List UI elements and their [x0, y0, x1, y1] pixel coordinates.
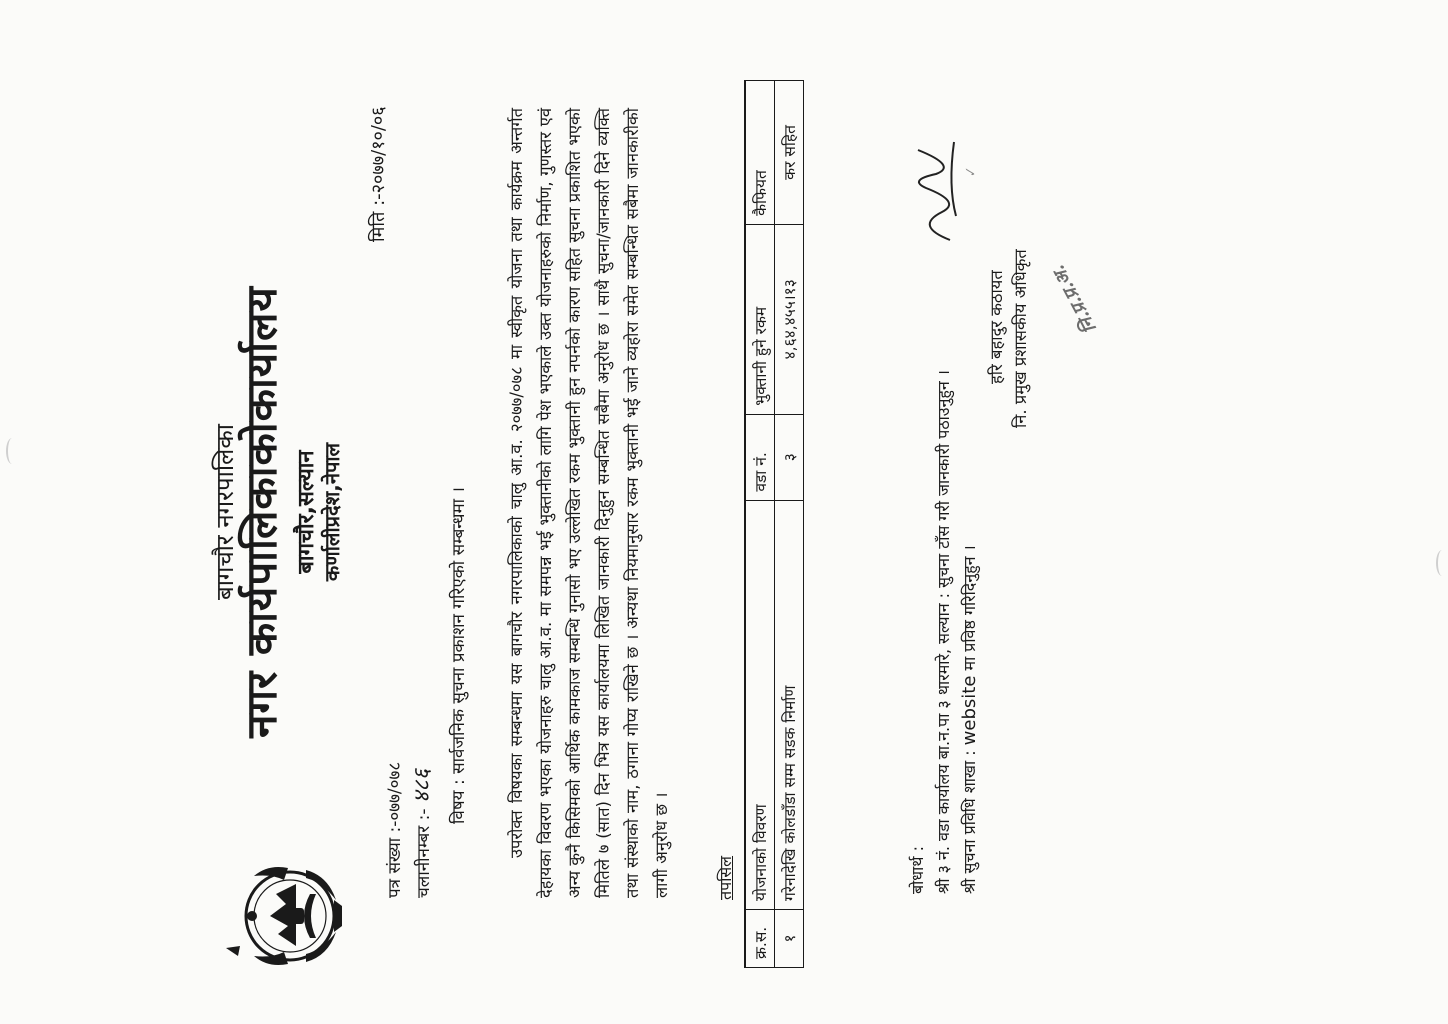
table-cell: गरेनादेखि कोलडाँडा सम्म सडक निर्माण: [775, 500, 804, 909]
schedule-title: तपसिल: [716, 855, 735, 900]
table-cell: १: [775, 910, 804, 968]
letter-body: उपरोक्त विषयका सम्बन्धमा यस बागचौर नगरपालिकाको चालु आ.व. २०७७/०७८ मा स्वीकृत योजना तथा कार्यक्रम अन्तर्गत देहायका विवरण भएका योजनाहरु चालु आ.व. मा समपन्न भई भुक्तानीको लागि पेश भएकाले उक्त योजनाहरुको निर्माण, गुणस्तर एवं अन्य कुनै किसिमको आर्थिक कामकाज सम्बन्धि गुनासो भए उल्लेखित रकम भुक्तानी हुन नपर्नको कारण सहित सुचना प्रकाशित भएको मितिले ७ (सात) दिन भित्र यस कार्यालयमा लिखित जानकारी दिनुहुन सम्बन्धित सबैमा अनुरोध छ । साथै सुचना/जानकारी दिने व्यक्ति तथा संस्थाको नाम, ठगाना गोप्य राखिने छ । अन्यथा नियमानुसार रकम भुक्तानी भई जाने व्यहोरा समेत सम्बन्धित सबैमा जानकारीको लागी अनुरोध छ ।: [507, 108, 671, 898]
office-address: बागचौर,सल्यान: [294, 450, 319, 574]
letter-subject: विषय : सार्वजनिक सुचना प्रकाशन गरिएको सम्बन्धमा ।: [449, 487, 469, 824]
dispatch-number-label: चलानीनम्बर :-: [414, 808, 434, 898]
letter-reference-number: पत्र संख्या :-०७७/०७८: [385, 761, 405, 898]
table-header-cell: क्र.स.: [745, 910, 775, 968]
paper-crease-mark: [1436, 550, 1448, 576]
dispatch-number-value: ४८६: [410, 768, 435, 804]
signatory-title: नि. प्रमुख प्रशासकीय अधिकृत: [1011, 249, 1030, 428]
signature-scrawl: [896, 136, 976, 246]
official-stamp: नि.प्र.प्र.अ.: [1047, 261, 1102, 337]
dispatch-number: [406, 769, 436, 898]
cc-it-website: website: [959, 675, 980, 746]
cc-recipient-ward-office: श्री ३ नं. वडा कार्यालय बा.न.पा ३ थारमारे, सल्यान : सुचना टाँस गरी जानकारी पठाउनुहुन ।: [934, 370, 953, 894]
municipality-name: बागचौर नगरपालिका: [211, 424, 239, 600]
cc-it-suffix: मा प्रविष्ठ गरिदिनुहुन ।: [960, 545, 979, 676]
table-cell: ३: [775, 414, 804, 500]
cc-recipient-it-section: [958, 545, 980, 894]
table-header-cell: भुक्तानी हुने रकम: [745, 224, 775, 414]
table-header-row: [745, 81, 775, 968]
office-name: नगर कार्यपालिकाकोकार्यालय: [237, 286, 286, 738]
signatory-name: हरि बहादुर कठायत: [987, 270, 1006, 384]
office-province: कर्णालीप्रदेश,नेपाल: [320, 442, 344, 582]
table-header-cell: कैफियत: [745, 81, 775, 225]
table-cell: कर सहित: [775, 81, 804, 225]
table-row: [775, 81, 804, 968]
schedule-table: [744, 80, 804, 968]
table-cell: ४,६४,४५५।१३: [775, 224, 804, 414]
table-header-cell: योजनाको विवरण: [745, 500, 775, 909]
cc-label: बोधार्थ :: [908, 846, 927, 894]
cc-it-prefix: श्री सुचना प्रविधि शाखा :: [960, 745, 979, 894]
paper-crease-mark: [6, 438, 18, 464]
table-header-cell: वडा नं.: [745, 414, 775, 500]
letter-date: मिति :-२०७७/१०/०६: [368, 106, 389, 242]
stamp-mark: ✓: [962, 165, 981, 180]
